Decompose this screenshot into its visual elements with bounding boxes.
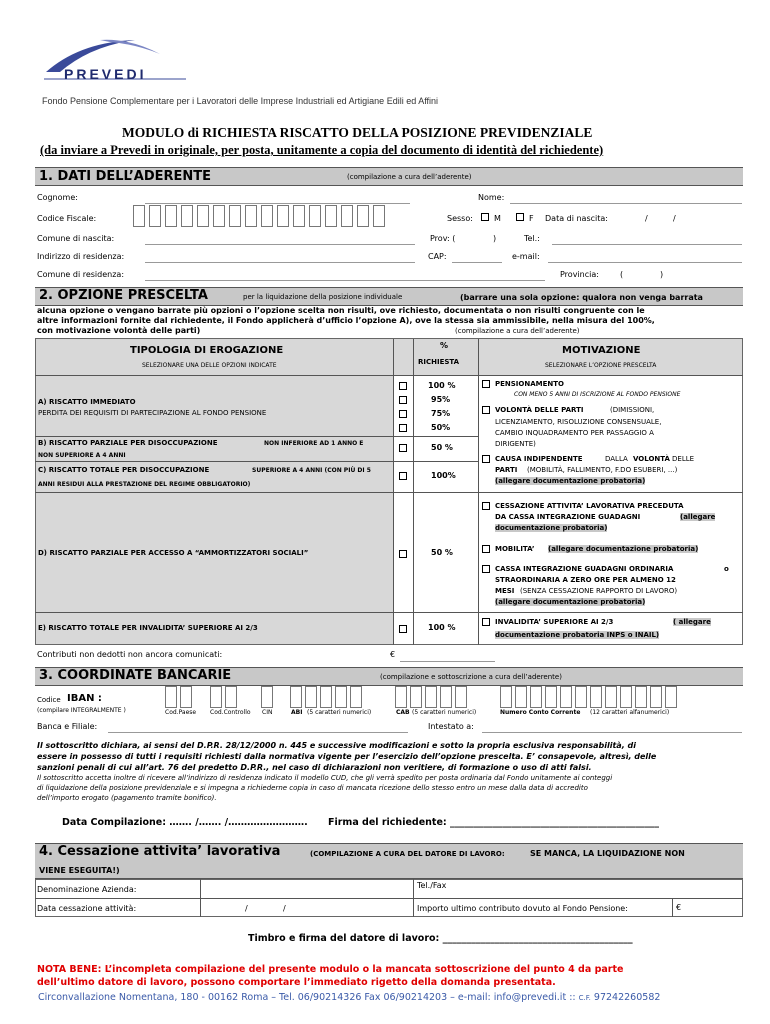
- comune-res-label: Comune di residenza:: [37, 270, 125, 279]
- mot-mobilita-b: (allegare documentazione probatoria): [548, 545, 699, 553]
- importo-label: Importo ultimo contributo dovuto al Fondo Pensione:: [417, 904, 628, 913]
- banca-field[interactable]: [108, 732, 408, 733]
- decl-note-1: Il sottoscritto accetta inoltre di ricevere all’indirizzo di residenza indicato il modello CUD, che gli verrà spedito per posta ordinaria dal Fondo unitamente ai conteggi: [37, 774, 613, 782]
- decl-note-2: di liquidazione della posizione previdenziale e si impegna a richiederne copia in caso di mancata ricezione dello stesso entro un mese dalla data di accredito: [37, 784, 588, 792]
- mot-cigo-1: CASSA INTEGRAZIONE GUADAGNI ORDINARIA: [495, 565, 674, 573]
- th-tipologia-sub: SELEZIONARE UNA DELLE OPZIONI INDICATE: [142, 362, 277, 369]
- decl-bold-2: essere in possesso di tutti i requisiti richiesti dalla normativa vigente per l’esercizio dell’opzione prescelta. E’ consapevole, altresì, delle: [37, 752, 657, 761]
- conto-sub: (12 caratteri alfanumerici): [590, 709, 670, 716]
- mot-mobilita: MOBILITA’: [495, 545, 535, 553]
- logo: [40, 32, 190, 92]
- option-a-pct-50: 50%: [431, 423, 451, 432]
- option-d-title: D) RISCATTO PARZIALE PER ACCESSO A “AMMORTIZZATORI SOCIALI”: [38, 549, 309, 557]
- email-field[interactable]: [548, 262, 742, 263]
- mot-causa-2: PARTI: [495, 466, 518, 474]
- mot-pensionamento: PENSIONAMENTO: [495, 380, 564, 388]
- nascita-slash-1: /: [645, 214, 648, 223]
- decl-bold-1: Il sottoscritto dichiara, ai sensi del D.P.R. 28/12/2000 n. 445 e successive modificazioni e sotto la propria esclusiva responsabilità, di: [37, 741, 636, 750]
- iban-label: IBAN :: [67, 693, 102, 704]
- mot-causa-checkbox[interactable]: [482, 455, 490, 463]
- section4-title: 4. Cessazione attivita’ lavorativa: [39, 844, 281, 859]
- comune-nascita-field[interactable]: [145, 244, 415, 245]
- option-b-title: B) RISCATTO PARZIALE PER DISOCCUPAZIONE: [38, 439, 218, 447]
- th-tipologia: TIPOLOGIA DI EROGAZIONE: [130, 345, 284, 356]
- mot-invalidita-1: INVALIDITA’ SUPERIORE AI 2/3: [495, 618, 614, 626]
- mot-volonta-1b: (DIMISSIONI,: [610, 406, 655, 414]
- mot-cigo-2: STRAORDINARIA A ZERO ORE PER ALMENO 12: [495, 576, 676, 584]
- contributi-field[interactable]: [400, 661, 495, 662]
- section3-note: (compilazione e sottoscrizione a cura dell’aderente): [380, 673, 562, 681]
- option-a-pct-95: 95%: [431, 395, 451, 404]
- cin-label: CIN: [262, 709, 273, 716]
- decl-note-3: dell’importo erogato (pagamento tramite bonifico).: [37, 794, 217, 802]
- sesso-f-checkbox[interactable]: [516, 213, 524, 221]
- option-d-checkbox[interactable]: [399, 550, 407, 558]
- nota-bene-2: dell’ultimo datore di lavoro, possono comportare l’immediato rigetto della domanda presentata.: [37, 977, 556, 988]
- mot-invalidita-2: documentazione probatoria INPS o INAIL): [495, 631, 660, 639]
- importo-euro: €: [676, 903, 682, 912]
- option-a-50-checkbox[interactable]: [399, 424, 407, 432]
- abi-label: ABI: [291, 709, 303, 716]
- option-e-pct: 100 %: [428, 623, 456, 632]
- cap-label: CAP:: [428, 252, 447, 261]
- nome-field[interactable]: [510, 203, 742, 204]
- option-b-pct: 50 %: [431, 443, 453, 452]
- cf-label: Codice Fiscale:: [37, 214, 97, 223]
- option-a-95-checkbox[interactable]: [399, 396, 407, 404]
- nascita-slash-2: /: [673, 214, 676, 223]
- mot-cigo-1b: o: [724, 565, 729, 573]
- mot-cig-2b: (allegare: [680, 513, 716, 521]
- option-a-pct-100: 100 %: [428, 381, 456, 390]
- section2-instr-1: (barrare una sola opzione: qualora non venga barrata: [460, 293, 703, 302]
- firma-richiedente[interactable]: Firma del richiedente: ____________________________________________: [328, 817, 659, 828]
- option-e-checkbox[interactable]: [399, 625, 407, 633]
- comune-res-field[interactable]: [145, 280, 545, 281]
- tel-field[interactable]: [552, 244, 742, 245]
- provincia-close: ): [660, 270, 664, 279]
- section4-note: (COMPILAZIONE A CURA DEL DATORE DI LAVORO:: [310, 850, 505, 858]
- decl-bold-3: sanzioni penali di cui all’art. 76 del predetto D.P.R., nel caso di dichiarazioni non veritiere, di formazione o uso di atti falsi.: [37, 763, 592, 772]
- section2-note: (compilazione a cura dell’aderente): [455, 327, 580, 335]
- section2-instr-4: con motivazione volontà delle parti): [37, 326, 201, 335]
- sesso-m-label: M: [494, 214, 501, 223]
- cognome-label: Cognome:: [37, 193, 78, 202]
- logo-swoosh-icon: [40, 32, 190, 92]
- timbro-firma[interactable]: Timbro e firma del datore di lavoro: ________________________________________: [248, 933, 633, 944]
- form-title: MODULO di RICHIESTA RISCATTO DELLA POSIZIONE PREVIDENZIALE: [122, 125, 593, 140]
- nascita-label: Data di nascita:: [545, 214, 608, 223]
- option-b-small2: NON SUPERIORE A 4 ANNI: [38, 452, 126, 459]
- mot-invalidita-1b: ( allegare: [673, 618, 711, 626]
- section4-note-2: VIENE ESEGUITA!): [39, 866, 120, 875]
- cognome-field[interactable]: [145, 203, 410, 204]
- intestato-label: Intestato a:: [428, 722, 474, 731]
- section1-title: 1. DATI DELL’ADERENTE: [39, 169, 212, 184]
- azienda-label: Denominazione Azienda:: [37, 885, 137, 894]
- logo-text: PREVEDI: [64, 66, 147, 82]
- th-motivazione-sub: SELEZIONARE L’OPZIONE PRESCELTA: [545, 362, 657, 369]
- provincia-open: (: [620, 270, 624, 279]
- banca-label: Banca e Filiale:: [37, 722, 98, 731]
- section4-note-b: SE MANCA, LA LIQUIDAZIONE NON: [530, 849, 685, 858]
- th-motivazione: MOTIVAZIONE: [562, 345, 641, 356]
- sesso-m-checkbox[interactable]: [481, 213, 489, 221]
- footer-cf: C.F.: [578, 994, 591, 1002]
- comune-nascita-label: Comune di nascita:: [37, 234, 115, 243]
- option-a-pct-75: 75%: [431, 409, 451, 418]
- footer-cf-number: 97242260582: [593, 992, 661, 1003]
- sesso-label: Sesso:: [447, 214, 473, 223]
- mot-mobilita-checkbox[interactable]: [482, 545, 490, 553]
- th-pct-sub: RICHIESTA: [418, 358, 460, 366]
- option-b-checkbox[interactable]: [399, 444, 407, 452]
- contributi-euro: €: [390, 650, 396, 659]
- mot-cig-2: DA CASSA INTEGRAZIONE GUADAGNI: [495, 513, 641, 521]
- footer-address: Circonvallazione Nomentana, 180 - 00162 Roma – Tel. 06/90214326 Fax 06/90214203 – e-mail: info@prevedi.it ::: [38, 992, 576, 1003]
- mot-cigo-checkbox[interactable]: [482, 565, 490, 573]
- mot-invalidita-checkbox[interactable]: [482, 618, 490, 626]
- option-b-small: NON INFERIORE AD 1 ANNO E: [264, 440, 364, 447]
- option-c-small2: ANNI RESIDUI ALLA PRESTAZIONE DEL REGIME OBBLIGATORIO): [38, 481, 251, 488]
- mot-volonta-2: LICENZIAMENTO, RISOLUZIONE CONSENSUALE,: [495, 418, 662, 426]
- cessazione-slash-2: /: [283, 904, 286, 913]
- iban-compilare: (compilare INTEGRALMENTE ): [37, 707, 126, 714]
- mot-volonta-4: DIRIGENTE): [495, 440, 536, 448]
- mot-causa-1c: VOLONTÀ: [633, 455, 670, 463]
- section1-header: [35, 167, 743, 186]
- azienda-field[interactable]: [201, 880, 413, 898]
- prov-label: Prov: (: [430, 234, 456, 243]
- option-c-small: SUPERIORE A 4 ANNI (CON PIÙ DI 5: [252, 467, 371, 474]
- indirizzo-label: Indirizzo di residenza:: [37, 252, 125, 261]
- footer: [38, 992, 660, 1003]
- section3-title: 3. COORDINATE BANCARIE: [39, 668, 232, 683]
- option-a-100-checkbox[interactable]: [399, 382, 407, 390]
- cod-controllo-label: Cod.Controllo: [210, 709, 251, 716]
- section1-note: (compilazione a cura dell’aderente): [347, 173, 472, 181]
- cessazione-slash-1: /: [245, 904, 248, 913]
- section2-title: 2. OPZIONE PRESCELTA: [39, 288, 208, 303]
- option-c-title: C) RISCATTO TOTALE PER DISOCCUPAZIONE: [38, 466, 210, 474]
- nota-bene-1: NOTA BENE: L’incompleta compilazione del presente modulo o la mancata sottoscrizione del punto 4 da parte: [37, 964, 624, 975]
- intestato-field[interactable]: [482, 732, 742, 733]
- mot-volonta-checkbox[interactable]: [482, 406, 490, 414]
- option-c-checkbox[interactable]: [399, 472, 407, 480]
- option-c-pct: 100%: [431, 471, 456, 480]
- mot-volonta-3: CAMBIO INQUADRAMENTO PER PASSAGGIO A: [495, 429, 654, 437]
- tel-label: Tel.:: [524, 234, 540, 243]
- option-a-bg: [36, 376, 393, 436]
- sesso-f-label: F: [529, 214, 534, 223]
- section2-instr-3: altre informazioni fornite dal richiedente, il Fondo applicherà d’ufficio l’opzione A), ove la stessa sia ammissibile, nella misura del 100%,: [37, 316, 655, 325]
- mot-cigo-3b: (SENZA CESSAZIONE RAPPORTO DI LAVORO): [520, 587, 678, 595]
- telfax-label: Tel./Fax: [417, 881, 447, 890]
- option-d-pct: 50 %: [431, 548, 453, 557]
- mot-pensionamento-checkbox[interactable]: [482, 380, 490, 388]
- email-label: e-mail:: [512, 252, 540, 261]
- abi-sub: (5 caratteri numerici): [307, 709, 372, 716]
- contributi-label: Contributi non dedotti non ancora comunicati:: [37, 650, 223, 659]
- mot-cigo-4: (allegare documentazione probatoria): [495, 598, 646, 606]
- mot-causa-2b: (MOBILITÀ, FALLIMENTO, F.DO ESUBERI, ...): [527, 466, 678, 474]
- cap-field[interactable]: [452, 262, 502, 263]
- mot-causa-1d: DELLE: [672, 455, 695, 463]
- codice-label: Codice: [37, 696, 61, 704]
- mot-cig-1: CESSAZIONE ATTIVITA’ LAVORATIVA PRECEDUTA: [495, 502, 684, 510]
- th-pct: %: [440, 341, 449, 350]
- mot-cig-3: documentazione probatoria): [495, 524, 608, 532]
- mot-causa-1: CAUSA INDIPENDENTE: [495, 455, 583, 463]
- option-a-75-checkbox[interactable]: [399, 410, 407, 418]
- section2-sub: per la liquidazione della posizione individuale: [243, 293, 403, 301]
- cessazione-label: Data cessazione attività:: [37, 904, 137, 913]
- option-a-sub: PERDITA DEI REQUISITI DI PARTECIPAZIONE AL FONDO PENSIONE: [38, 409, 267, 417]
- option-a-title: A) RISCATTO IMMEDIATO: [38, 398, 136, 406]
- nome-label: Nome:: [478, 193, 505, 202]
- mot-cig-checkbox[interactable]: [482, 502, 490, 510]
- cod-paese-label: Cod.Paese: [165, 709, 197, 716]
- conto-label: Numero Conto Corrente: [500, 709, 581, 716]
- mot-pensionamento-sub: CON MENO 5 ANNI DI ISCRIZIONE AL FONDO PENSIONE: [514, 391, 681, 398]
- section2-instr-2: alcuna opzione o vengano barrate più opzioni o l’opzione scelta non risulti, ove richiesto, documentata o non risulti congruente con le: [37, 306, 645, 315]
- mot-causa-3: (allegare documentazione probatoria): [495, 477, 646, 485]
- fund-subtitle: Fondo Pensione Complementare per i Lavoratori delle Imprese Industriali ed Artigiane Edili ed Affini: [42, 96, 439, 106]
- indirizzo-field[interactable]: [145, 262, 415, 263]
- cab-sub: (5 caratteri numerici): [412, 709, 477, 716]
- data-compilazione[interactable]: Data Compilazione: ……. /……. /…………………….: [62, 817, 308, 828]
- mot-cigo-3: MESI: [495, 587, 515, 595]
- mot-causa-1b: DALLA: [605, 455, 628, 463]
- prov-close: ): [493, 234, 497, 243]
- form-title-note: (da inviare a Prevedi in originale, per posta, unitamente a copia del documento di identità del richiedente): [40, 143, 604, 157]
- mot-volonta-1: VOLONTÀ DELLE PARTI: [495, 406, 584, 414]
- cab-label: CAB: [396, 709, 410, 716]
- option-e-title: E) RISCATTO TOTALE PER INVALIDITA’ SUPERIORE AI 2/3: [38, 624, 258, 632]
- provincia-label: Provincia:: [560, 270, 599, 279]
